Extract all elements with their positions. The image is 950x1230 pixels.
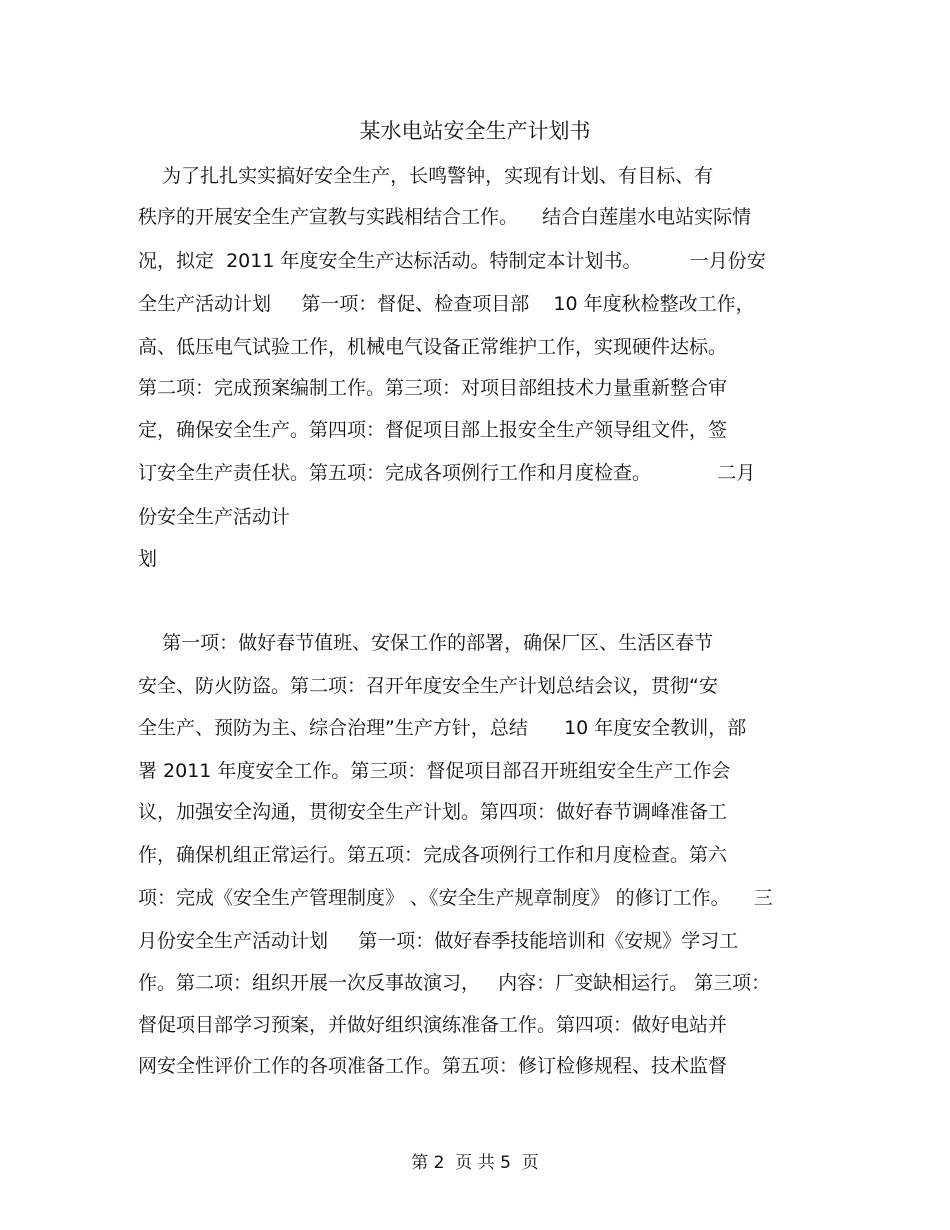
body-line-1: 为了扎扎实实搞好安全生产，长鸣警钟，实现有计划、有目标、有 [138,165,714,187]
body-line-8: 订安全生产责任状。第五项：完成各项例行工作和月度检查。 二月 [138,462,756,484]
body-line-5: 高、低压电气试验工作，机械电气设备正常维护工作，实现硬件达标。 [138,336,728,358]
body-line-19: 作。第二项：组织开展一次反事故演习， 内容：厂变缺相运行。 第三项： [138,972,771,994]
body-line-16: 作，确保机组正常运行。第五项：完成各项例行工作和月度检查。第六 [138,844,728,866]
page-footer: 第 2 页 共 5 页 [411,1153,539,1173]
body-line-10: 划 [138,548,158,570]
body-line-12: 安全、防火防盗。第二项：召开年度安全生产计划总结会议，贯彻“安 [138,675,718,697]
page-title: 某水电站安全生产计划书 [359,119,591,143]
body-line-9: 份安全生产活动计 [138,506,291,528]
body-line-6: 第二项：完成预案编制工作。第三项：对项目部组技术力量重新整合审 [138,377,728,399]
body-line-4: 全生产活动计划 第一项：督促、检查项目部 10 年度秋检整改工作， [138,293,755,315]
body-line-14: 署 2011 年度安全工作。第三项：督促项目部召开班组安全生产工作会 [138,760,731,782]
body-line-3: 况，拟定 2011 年度安全生产达标活动。特制定本计划书。 一月份安 [138,250,766,272]
body-line-7: 定，确保安全生产。第四项：督促项目部上报安全生产领导组文件，签 [138,419,728,441]
body-line-18: 月份安全生产活动计划 第一项：做好春季技能培训和《安规》学习工 [138,930,739,952]
body-line-17: 项：完成《安全生产管理制度》 、《安全生产规章制度》 的修订工作。 三 [138,887,773,909]
body-line-21: 网安全性评价工作的各项准备工作。第五项：修订检修规程、技术监督 [138,1055,728,1077]
body-line-20: 督促项目部学习预案，并做好组织演练准备工作。第四项：做好电站并 [138,1014,728,1036]
body-line-11: 第一项：做好春节值班、安保工作的部署，确保厂区、生活区春节 [138,632,714,654]
body-line-2: 秩序的开展安全生产宣教与实践相结合工作。 结合白莲崖水电站实际情 [138,206,752,228]
body-line-15: 议，加强安全沟通，贯彻安全生产计划。第四项：做好春节调峰准备工 [138,801,728,823]
body-line-13: 全生产、预防为主、综合治理”生产方针，总结 10 年度安全教训，部 [138,717,747,739]
